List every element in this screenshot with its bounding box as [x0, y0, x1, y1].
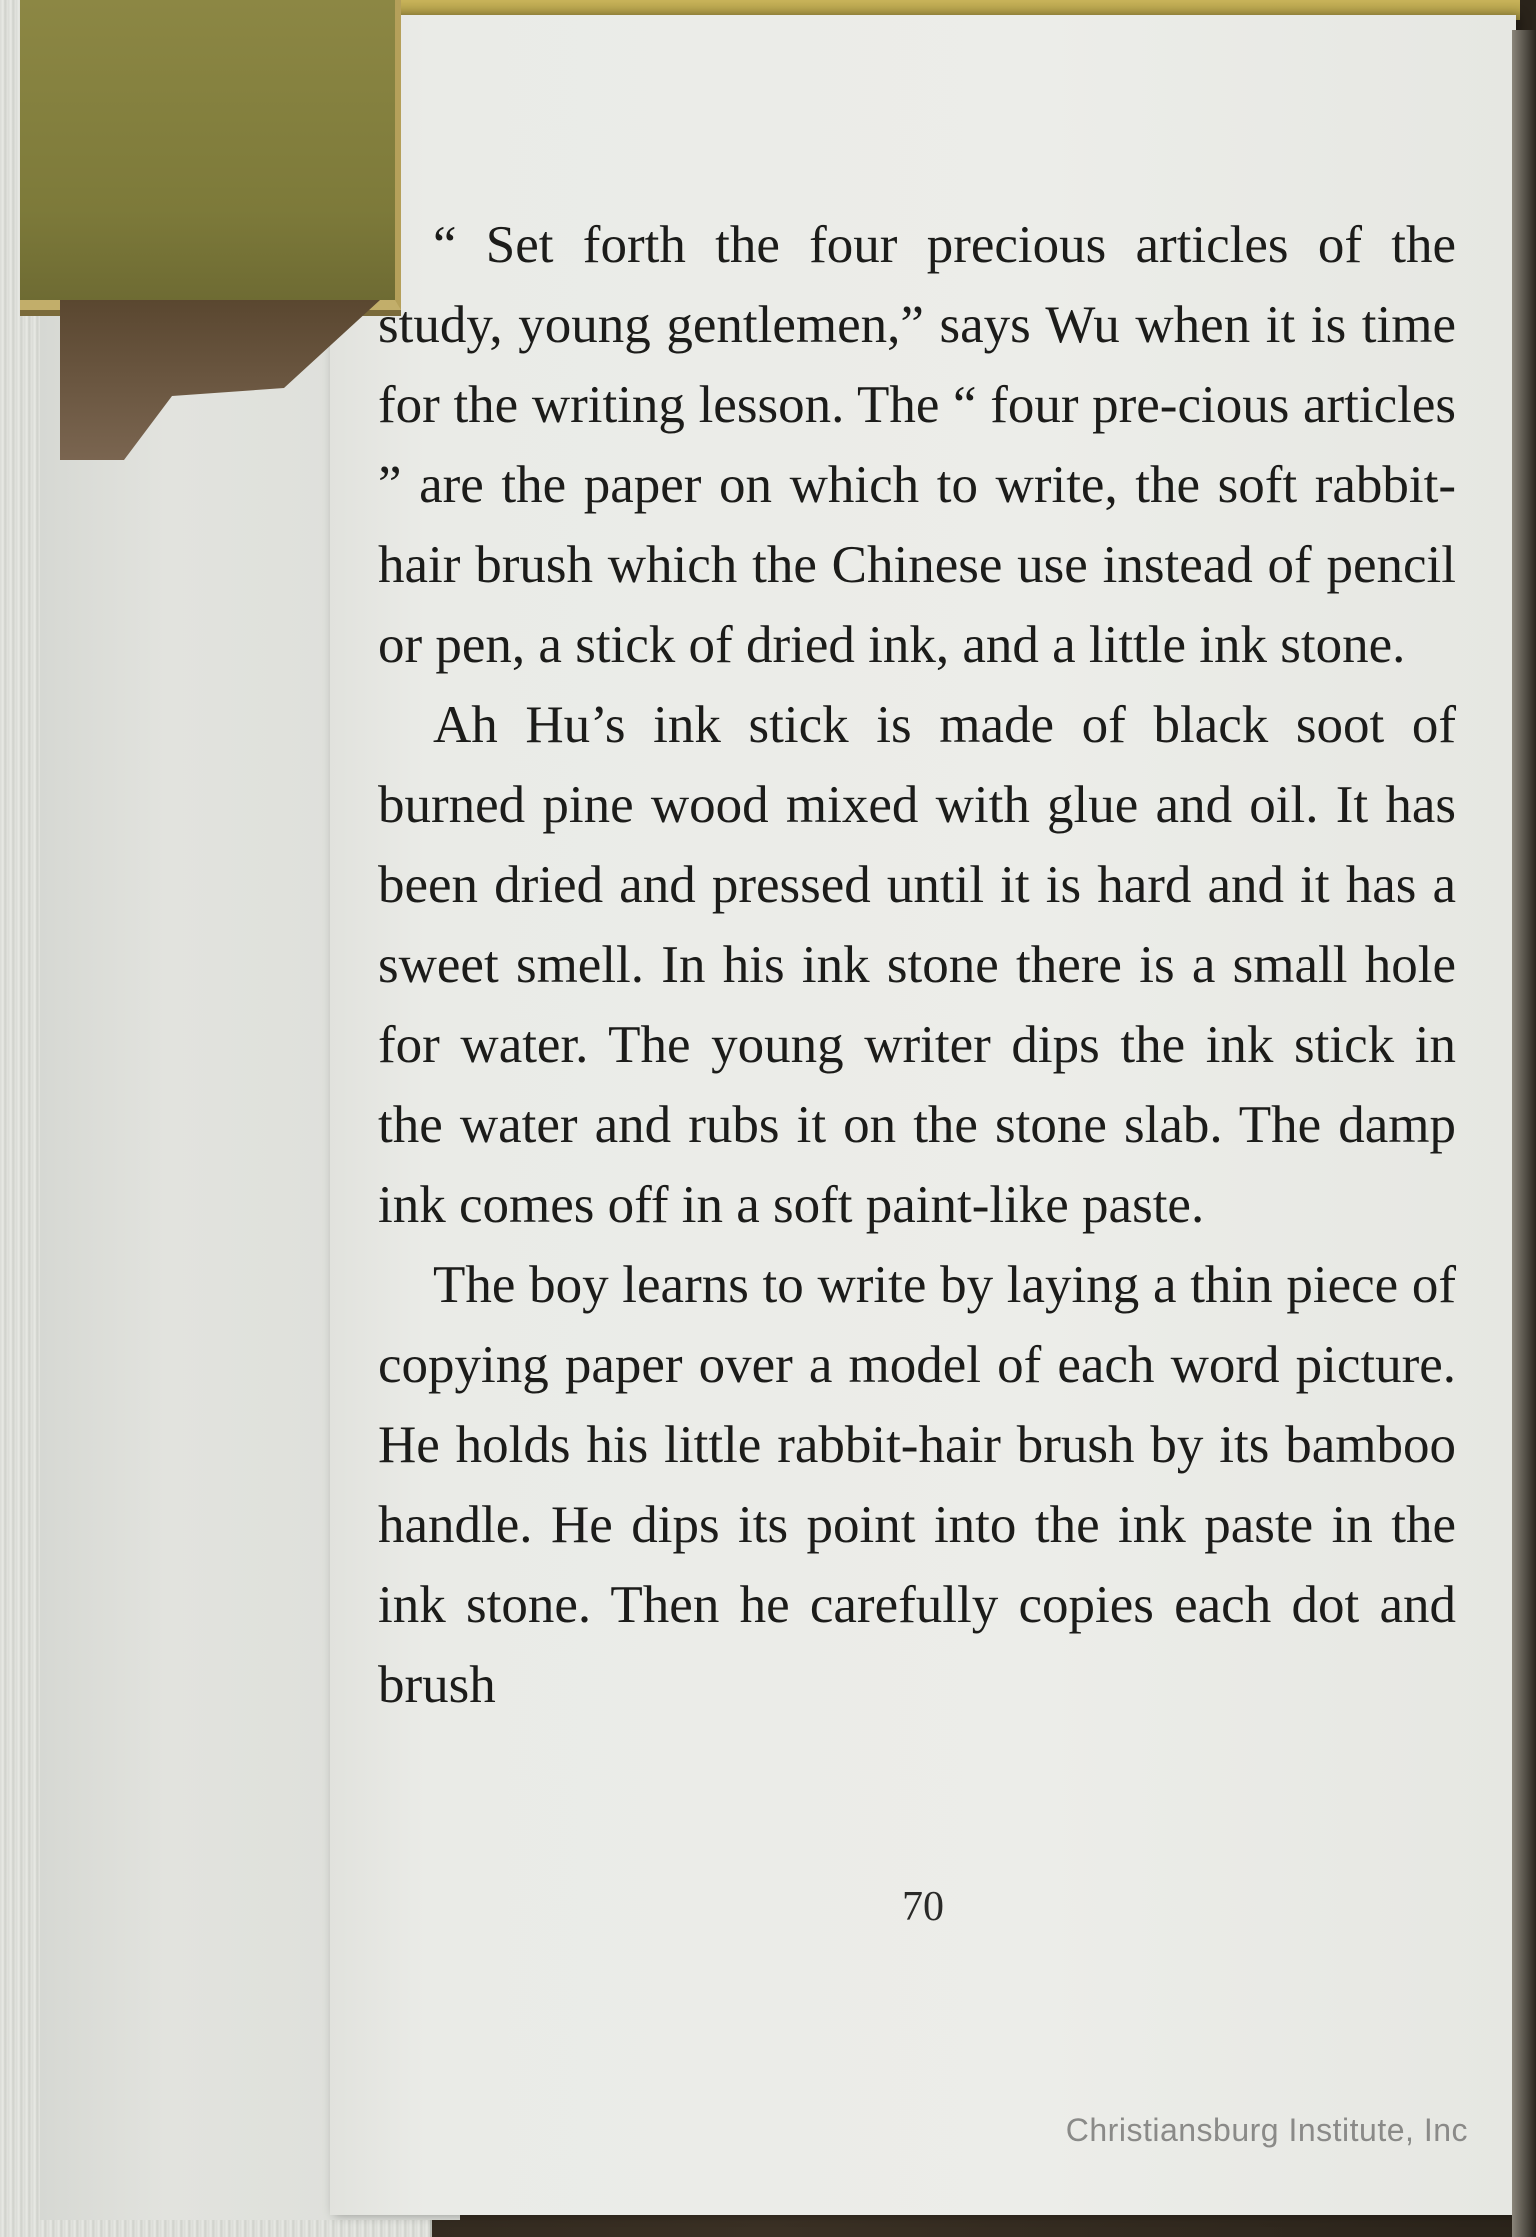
bookmark-book-block — [20, 0, 401, 310]
paragraph-1: “ Set forth the four precious articles of the study, young gentlemen,” says Wu when it is time for the writing lesson. The “ four pre-cious articles ” are the paper on which to write, the soft rabbit-hair brush which the Chinese use instead of pencil or pen, a stick of dried ink, and a little ink stone. — [378, 216, 1456, 674]
page-right-edge — [1512, 30, 1536, 2237]
page-number: 70 — [902, 1884, 944, 1930]
watermark: Christiansburg Institute, Inc — [1065, 2112, 1468, 2148]
page-text — [378, 205, 1456, 1725]
paragraph-3: The boy learns to write by laying a thin piece of copying paper over a model of each word picture. He holds his little rabbit-hair brush by its bamboo handle. He dips its point into the ink paste in the ink stone. Then he carefully copies each dot and brush — [378, 1256, 1456, 1714]
paragraph-2: Ah Hu’s ink stick is made of black soot of burned pine wood mixed with glue and oil. It has been dried and pressed until it is hard and it has a sweet smell. In his ink stone there is a small hole for water. The young writer dips the ink stick in the water and rubs it on the stone slab. The damp ink comes off in a soft paint-like paste. — [378, 696, 1456, 1234]
